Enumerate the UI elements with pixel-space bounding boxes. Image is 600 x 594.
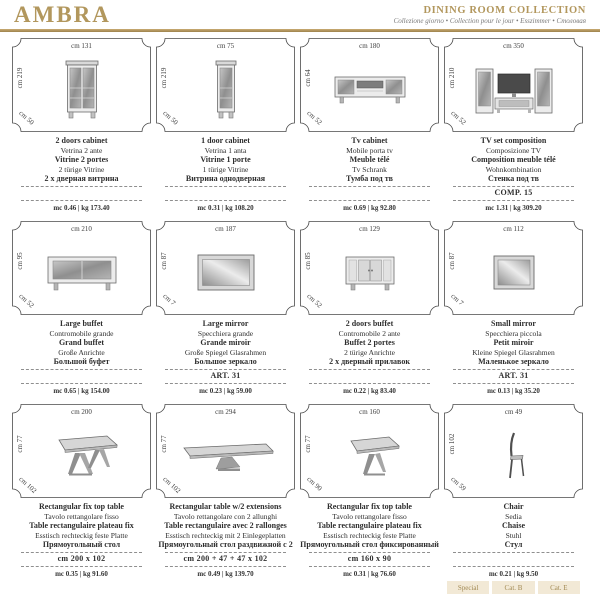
divider-dashed <box>165 383 286 384</box>
product-card <box>12 38 151 210</box>
collection-subtitle: Collezione giorno • Collection pour le jour • Esszimmer • Столовая <box>393 17 586 25</box>
product-names <box>444 136 583 184</box>
product-name-it: Specchiera piccola <box>485 328 542 338</box>
product-code <box>444 553 583 564</box>
table-size: cm 160 x 90 <box>347 553 392 563</box>
table-size: cm 200 x 102 <box>57 553 106 563</box>
dimension-height-label: cm 85 <box>304 252 312 270</box>
product-name-en: Large mirror <box>202 319 249 328</box>
product-frame <box>12 221 151 315</box>
dimension-height-label: cm 77 <box>16 435 24 453</box>
product-name-de: Große Spiegel Glasrahmen <box>184 347 267 357</box>
divider-dashed <box>165 566 286 567</box>
product-name-ru: Стул <box>504 539 523 549</box>
product-code: COMP. 15 <box>494 187 533 197</box>
product-names <box>12 502 151 550</box>
product-spec: mc 0.65 | kg 154.00 <box>53 386 110 395</box>
product-name-it: Mobile porta tv <box>346 145 393 155</box>
product-spec: mc 0.21 | kg 9.50 <box>488 569 539 578</box>
product-names <box>444 502 583 550</box>
product-name-de: Tv Schrank <box>352 164 387 174</box>
product-name-fr: Table rectangulaire avec 2 rallonges <box>164 520 287 530</box>
product-names <box>12 136 151 184</box>
dimension-height-label: cm 219 <box>160 67 168 89</box>
tv-cabinet-illustration <box>300 38 439 132</box>
product-frame <box>156 38 295 132</box>
product-name-ru: Большое зеркало <box>194 356 257 366</box>
product-spec: mc 0.69 | kg 92.80 <box>343 203 396 212</box>
product-name-de: 2 türige Vitrine <box>58 164 105 174</box>
large-mirror-illustration <box>156 221 295 315</box>
rectangular-fix-table-small-illustration <box>300 404 439 498</box>
product-name-de: Wohnkombination <box>485 164 542 174</box>
product-name-en: TV set composition <box>480 136 547 145</box>
1-door-cabinet-illustration <box>156 38 295 132</box>
dimension-depth-label: cm 52 <box>17 292 36 310</box>
product-frame <box>444 38 583 132</box>
product-spec: mc 0.22 | kg 83.40 <box>343 386 396 395</box>
table-size: cm 200 + 47 + 47 x 102 <box>183 553 268 563</box>
product-name-en: Small mirror <box>491 319 536 328</box>
product-card <box>156 404 295 576</box>
chair-illustration <box>444 404 583 498</box>
dimension-height-label: cm 77 <box>304 435 312 453</box>
divider-dashed <box>453 566 574 567</box>
product-name-en: Large buffet <box>60 319 103 328</box>
dimension-width-label: cm 350 <box>503 42 524 50</box>
product-name-it: Sedia <box>505 511 522 521</box>
product-names <box>156 136 295 184</box>
dimension-width-label: cm 294 <box>215 408 236 416</box>
divider-dashed <box>165 200 286 201</box>
product-card <box>444 404 583 592</box>
divider-dashed <box>309 200 430 201</box>
product-name-en: Rectangular fix top table <box>39 502 124 511</box>
product-card <box>156 38 295 210</box>
product-code <box>12 187 151 198</box>
product-name-en: 2 doors buffet <box>345 319 394 328</box>
product-name-en: 1 door cabinet <box>201 136 250 145</box>
divider-dashed <box>453 383 574 384</box>
product-spec: mc 0.31 | kg 108.20 <box>197 203 254 212</box>
product-name-en: 2 doors cabinet <box>55 136 108 145</box>
product-name-de: 2 türige Anrichte <box>344 347 395 357</box>
product-frame <box>156 221 295 315</box>
product-name-fr: Petit miroir <box>493 337 534 347</box>
product-name-fr: Table rectangulaire plateau fix <box>317 520 422 530</box>
dimension-width-label: cm 187 <box>215 225 236 233</box>
dimension-width-label: cm 112 <box>503 225 524 233</box>
dimension-depth-label: cm 50 <box>17 109 36 127</box>
product-name-en: Tv cabinet <box>351 136 388 145</box>
divider-dashed <box>309 566 430 567</box>
product-name-ru: 2 х дверная витрина <box>44 173 119 183</box>
dimension-depth-label: cm 90 <box>305 475 324 493</box>
product-name-de: Kleine Spiegel Glasrahmen <box>472 347 555 357</box>
product-card <box>12 404 151 576</box>
product-card <box>12 221 151 393</box>
product-name-en: Chair <box>503 502 524 511</box>
product-name-it: Tavolo rettangolare fisso <box>44 511 119 521</box>
dimension-height-label: cm 87 <box>448 252 456 270</box>
rectangular-extension-table-illustration <box>156 404 295 498</box>
dimension-width-label: cm 200 <box>71 408 92 416</box>
product-name-it: Tavolo rettangolare con 2 allunghi <box>173 511 278 521</box>
product-names <box>156 502 295 550</box>
product-code <box>300 187 439 198</box>
product-name-it: Contromobile 2 ante <box>338 328 401 338</box>
price-column-special: Special <box>447 581 489 594</box>
product-spec: mc 0.46 | kg 173.40 <box>53 203 110 212</box>
divider-dashed <box>309 383 430 384</box>
2-doors-buffet-illustration <box>300 221 439 315</box>
product-spec: mc 0.13 | kg 35.20 <box>487 386 540 395</box>
product-name-fr: Vitrine 1 porte <box>200 154 251 164</box>
header-right <box>394 3 586 25</box>
dimension-width-label: cm 210 <box>71 225 92 233</box>
product-spec: mc 0.31 | kg 76.60 <box>343 569 396 578</box>
product-names <box>156 319 295 367</box>
dimension-width-label: cm 180 <box>359 42 380 50</box>
product-name-en: Rectangular fix top table <box>327 502 412 511</box>
product-name-fr: Grand buffet <box>58 337 105 347</box>
dimension-height-label: cm 102 <box>448 433 456 455</box>
product-spec: mc 0.35 | kg 91.60 <box>55 569 108 578</box>
product-name-it: Contromobile grande <box>49 328 114 338</box>
page-header <box>0 0 600 29</box>
divider-dashed <box>21 200 142 201</box>
product-frame <box>444 221 583 315</box>
product-frame <box>12 38 151 132</box>
dimension-depth-label: cm 52 <box>305 109 324 127</box>
product-name-fr: Table rectangulaire plateau fix <box>29 520 134 530</box>
product-frame <box>444 404 583 498</box>
product-name-it: Composizione TV <box>485 145 542 155</box>
product-name-it: Specchiera grande <box>197 328 254 338</box>
product-code: ART. 31 <box>210 370 241 380</box>
product-frame <box>300 404 439 498</box>
dimension-height-label: cm 64 <box>304 69 312 87</box>
product-name-fr: Buffet 2 portes <box>344 337 395 347</box>
product-name-fr: Composition meuble télé <box>471 154 556 164</box>
product-card <box>300 38 439 210</box>
price-column-cat-e: Cat. E <box>538 581 580 594</box>
product-frame <box>300 38 439 132</box>
product-card <box>444 38 583 210</box>
collection-title: DINING ROOM COLLECTION <box>423 5 586 16</box>
product-names <box>300 136 439 184</box>
dimension-height-label: cm 77 <box>160 435 168 453</box>
product-name-fr: Grande miroir <box>200 337 251 347</box>
dimension-width-label: cm 129 <box>359 225 380 233</box>
product-frame <box>12 404 151 498</box>
dimension-depth-label: cm 7 <box>449 292 465 308</box>
product-name-ru: Маленькое зеркало <box>478 356 549 366</box>
product-card <box>444 221 583 393</box>
product-card <box>156 221 295 393</box>
product-name-fr: Chaise <box>501 520 526 530</box>
small-mirror-illustration <box>444 221 583 315</box>
dimension-depth-label: cm 50 <box>161 109 180 127</box>
dimension-depth-label: cm 52 <box>305 292 324 310</box>
product-code: ART. 31 <box>498 370 529 380</box>
product-names <box>444 319 583 367</box>
product-name-ru: Тумба под тв <box>346 173 393 183</box>
product-code <box>300 370 439 381</box>
dimension-width-label: cm 160 <box>359 408 380 416</box>
2-doors-cabinet-illustration <box>12 38 151 132</box>
large-buffet-illustration <box>12 221 151 315</box>
product-name-de: Esstisch rechteckig feste Platte <box>323 530 416 540</box>
product-name-fr: Vitrine 2 portes <box>54 154 109 164</box>
divider-dashed <box>21 566 142 567</box>
divider-dashed <box>21 383 142 384</box>
product-name-en: Rectangular table w/2 extensions <box>169 502 282 511</box>
product-name-ru: 2 х дверный прилавок <box>329 356 410 366</box>
product-code <box>156 187 295 198</box>
dimension-height-label: cm 95 <box>16 252 24 270</box>
dimension-width-label: cm 75 <box>216 42 235 50</box>
product-name-ru: Прямоугольный стол фиксированный <box>300 539 439 549</box>
tv-set-composition-illustration <box>444 38 583 132</box>
product-name-it: Vetrina 1 anta <box>204 145 247 155</box>
product-name-it: Vetrina 2 ante <box>60 145 103 155</box>
product-name-ru: Витрина однодверная <box>185 173 266 183</box>
dimension-width-label: cm 49 <box>504 408 523 416</box>
product-name-de: Große Anrichte <box>58 347 105 357</box>
product-spec: mc 0.49 | kg 139.70 <box>197 569 254 578</box>
product-names <box>300 502 439 550</box>
product-frame <box>300 221 439 315</box>
price-category-row <box>444 581 583 594</box>
product-frame <box>156 404 295 498</box>
product-name-ru: Большой буфет <box>53 356 110 366</box>
product-card <box>300 221 439 393</box>
product-name-ru: Прямоугольный стол раздвижной с 2 <box>158 539 293 549</box>
product-code <box>12 370 151 381</box>
product-name-de: Esstisch rechteckig feste Platte <box>35 530 128 540</box>
price-column-cat-b: Cat. B <box>492 581 534 594</box>
product-card <box>300 404 439 576</box>
dimension-height-label: cm 210 <box>448 67 456 89</box>
dimension-height-label: cm 87 <box>160 252 168 270</box>
product-name-it: Tavolo rettangolare fisso <box>332 511 407 521</box>
dimension-depth-label: cm 59 <box>449 475 468 493</box>
dimension-depth-label: cm 7 <box>161 292 177 308</box>
rectangular-fix-table-illustration <box>12 404 151 498</box>
product-name-de: Stuhl <box>505 530 522 540</box>
product-grid <box>0 32 600 592</box>
product-spec: mc 0.23 | kg 59.00 <box>199 386 252 395</box>
product-spec: mc 1.31 | kg 309.20 <box>485 203 542 212</box>
product-name-ru: Стенка под тв <box>488 173 539 183</box>
product-names <box>300 319 439 367</box>
dimension-depth-label: cm 102 <box>161 475 183 495</box>
dimension-depth-label: cm 52 <box>449 109 468 127</box>
product-name-fr: Meuble télé <box>349 154 390 164</box>
divider-dashed <box>453 200 574 201</box>
dimension-width-label: cm 131 <box>71 42 92 50</box>
dimension-depth-label: cm 102 <box>17 475 39 495</box>
product-name-de: Esstisch rechteckig mit 2 Einlegeplatten <box>165 530 286 540</box>
brand-logo: AMBRA <box>14 2 111 27</box>
dimension-height-label: cm 219 <box>16 67 24 89</box>
product-name-de: 1 türige Vitrine <box>202 164 249 174</box>
product-name-ru: Прямоугольный стол <box>42 539 121 549</box>
product-names <box>12 319 151 367</box>
